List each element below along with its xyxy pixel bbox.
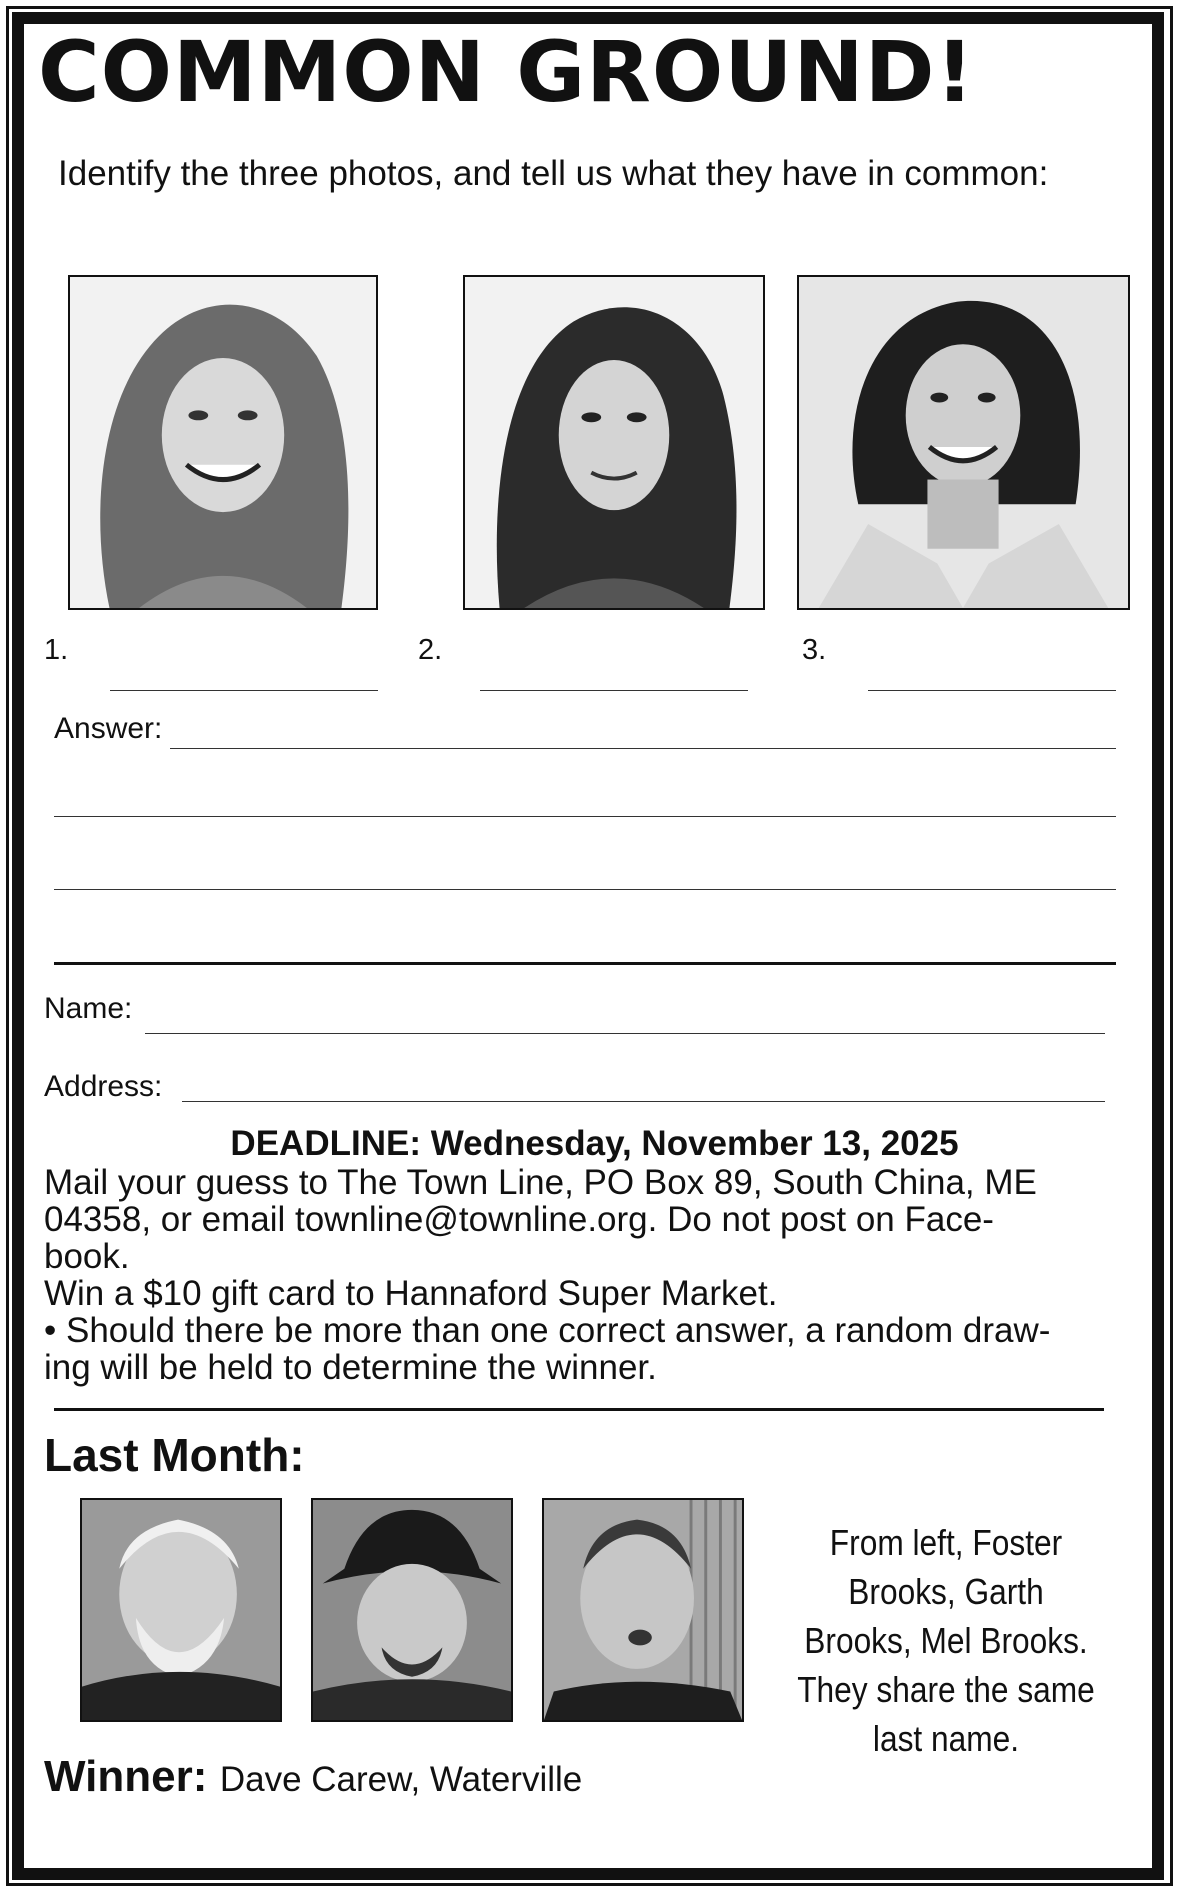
instruction-line: ing will be held to determine the winner. (44, 1348, 657, 1387)
last-month-heading: Last Month: (44, 1429, 305, 1481)
last-month-photo-1 (80, 1498, 282, 1722)
last-month-divider (54, 1408, 1104, 1411)
winner-line (44, 1752, 582, 1802)
puzzle-photo-3 (797, 275, 1130, 610)
instruction-line: • Should there be more than one correct answer, a random draw- (44, 1311, 1051, 1350)
deadline: DEADLINE: Wednesday, November 13, 2025 (230, 1124, 959, 1163)
photo-1-answer-line[interactable] (110, 690, 378, 691)
answer-line-3[interactable] (54, 889, 1116, 890)
photo-number-3: 3. (802, 634, 827, 666)
instruction-line: book. (44, 1237, 130, 1276)
last-month-photo-2 (311, 1498, 513, 1722)
answer-label: Answer: (54, 712, 163, 745)
instruction-line: 04358, or email townline@townline.org. Do not post on Face- (44, 1200, 994, 1239)
section-divider (54, 962, 1116, 965)
photo-number-2: 2. (418, 634, 443, 666)
winner-value: Dave Carew, Waterville (219, 1760, 583, 1799)
address-label: Address: (44, 1070, 163, 1103)
instruction-line: Win a $10 gift card to Hannaford Super Market. (44, 1274, 778, 1313)
photo-2-answer-line[interactable] (480, 690, 748, 691)
last-month-photo-3 (542, 1498, 744, 1722)
answer-line-1[interactable] (170, 748, 1116, 749)
page-title: COMMON GROUND! (38, 23, 975, 121)
photo-number-1: 1. (44, 634, 69, 666)
puzzle-photo-2 (463, 275, 765, 610)
name-label: Name: (44, 992, 133, 1025)
winner-label: Winner: (44, 1752, 208, 1801)
address-line[interactable] (182, 1101, 1105, 1102)
last-month-caption: From left, Foster Brooks, Garth Brooks, Mel Brooks. They share the same last name. (797, 1522, 1095, 1759)
instruction-line: Mail your guess to The Town Line, PO Box 89, South China, ME (44, 1163, 1037, 1202)
name-line[interactable] (145, 1033, 1105, 1034)
puzzle-photo-1 (68, 275, 378, 610)
photo-3-answer-line[interactable] (868, 690, 1116, 691)
answer-line-2[interactable] (54, 816, 1116, 817)
instructions-subtitle: Identify the three photos, and tell us what they have in common: (58, 154, 1049, 193)
